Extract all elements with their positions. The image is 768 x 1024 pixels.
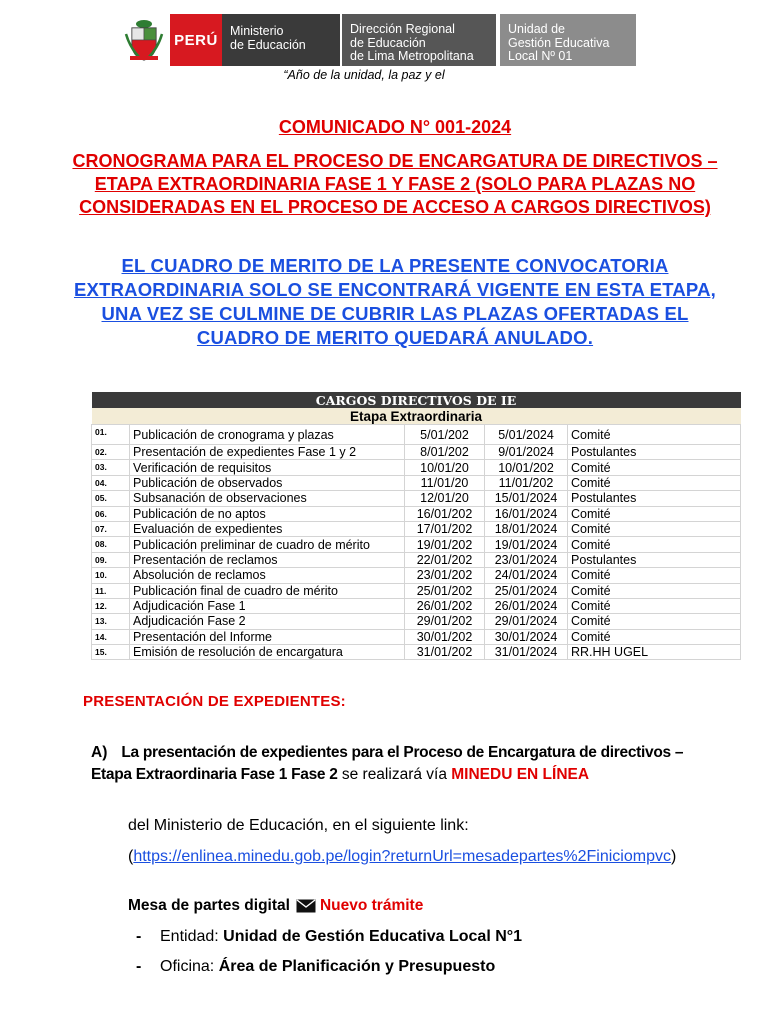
end-date: 19/01/2024: [485, 537, 568, 552]
row-number: 06.: [92, 506, 130, 521]
dre-label: Dirección Regional de Educación de Lima Metropolitana: [342, 14, 496, 66]
responsible: Postulantes: [568, 552, 741, 567]
start-date: 25/01/202: [405, 583, 485, 598]
row-number: 05.: [92, 491, 130, 506]
end-date: 16/01/2024: [485, 506, 568, 521]
end-date: 26/01/2024: [485, 598, 568, 613]
minedu-en-linea: MINEDU EN LÍNEA: [451, 766, 590, 783]
year-motto: “Año de la unidad, la paz y el: [283, 68, 445, 82]
ministerio-line: del Ministerio de Educación, en el siguiente link:: [128, 817, 469, 834]
start-date: 10/01/20: [405, 460, 485, 475]
activity: Adjudicación Fase 2: [130, 614, 405, 629]
end-date: 11/01/202: [485, 475, 568, 490]
paragraph-bold-text: La presentación de expedientes para el Proceso de Encargatura de directivos – Etapa Extraordinaria Fase 1 Fase 2: [91, 744, 684, 783]
activity: Presentación de reclamos: [130, 552, 405, 567]
responsible: Comité: [568, 506, 741, 521]
table-subtitle: Etapa Extraordinaria: [92, 408, 741, 425]
activity: Presentación de expedientes Fase 1 y 2: [130, 445, 405, 460]
table-row: [92, 583, 741, 598]
paragraph-text: se realizará vía: [337, 766, 452, 783]
start-date: 31/01/202: [405, 645, 485, 660]
paragraph-label: A): [91, 744, 108, 761]
row-number: 11.: [92, 583, 130, 598]
responsible: Comité: [568, 537, 741, 552]
responsible: RR.HH UGEL: [568, 645, 741, 660]
ugel-label: Unidad de Gestión Educativa Local Nº 01: [500, 14, 636, 66]
activity: Publicación final de cuadro de mérito: [130, 583, 405, 598]
end-date: 9/01/2024: [485, 445, 568, 460]
table-row: [92, 475, 741, 490]
row-number: 12.: [92, 598, 130, 613]
activity: Adjudicación Fase 1: [130, 598, 405, 613]
start-date: 11/01/20: [405, 475, 485, 490]
row-number: 08.: [92, 537, 130, 552]
activity: Publicación de no aptos: [130, 506, 405, 521]
bullet-oficina: - Oficina: Área de Planificación y Presupuesto: [136, 958, 496, 975]
row-number: 01.: [92, 425, 130, 445]
row-number: 02.: [92, 445, 130, 460]
nuevo-tramite: Nuevo trámite: [319, 897, 424, 914]
activity: Publicación preliminar de cuadro de mérito: [130, 537, 405, 552]
table-row: [92, 537, 741, 552]
activity: Absolución de reclamos: [130, 568, 405, 583]
merito-notice: EL CUADRO DE MERITO DE LA PRESENTE CONVOCATORIA EXTRAORDINARIA SOLO SE ENCONTRARÁ VIGENTE EN ESTA ETAPA, UNA VEZ SE CULMINE DE CUBRIR LAS PLAZAS OFERTADAS EL CUADRO DE MERITO QUEDARÁ ANULADO.: [74, 255, 716, 348]
row-number: 13.: [92, 614, 130, 629]
start-date: 19/01/202: [405, 537, 485, 552]
table-row: [92, 506, 741, 521]
link-paragraph: (https://enlinea.minedu.gob.pe/login?returnUrl=mesadepartes%2Finiciompvc): [128, 848, 677, 865]
table-row: [92, 425, 741, 445]
responsible: Comité: [568, 568, 741, 583]
start-date: 30/01/202: [405, 629, 485, 644]
start-date: 17/01/202: [405, 521, 485, 536]
schedule-table: [91, 392, 741, 660]
ministerio-label: Ministerio de Educación: [222, 14, 340, 66]
responsible: Comité: [568, 629, 741, 644]
activity: Publicación de cronograma y plazas: [130, 425, 405, 445]
end-date: 31/01/2024: [485, 645, 568, 660]
start-date: 23/01/202: [405, 568, 485, 583]
row-number: 14.: [92, 629, 130, 644]
bullet-entidad: - Entidad: Unidad de Gestión Educativa Local N°1: [136, 928, 523, 945]
row-number: 03.: [92, 460, 130, 475]
row-number: 09.: [92, 552, 130, 567]
end-date: 23/01/2024: [485, 552, 568, 567]
start-date: 5/01/202: [405, 425, 485, 445]
start-date: 8/01/202: [405, 445, 485, 460]
table-row: [92, 552, 741, 567]
activity: Publicación de observados: [130, 475, 405, 490]
responsible: Comité: [568, 425, 741, 445]
section-title: PRESENTACIÓN DE EXPEDIENTES:: [83, 693, 346, 710]
start-date: 29/01/202: [405, 614, 485, 629]
start-date: 16/01/202: [405, 506, 485, 521]
envelope-icon: [296, 899, 316, 913]
table-row: [92, 568, 741, 583]
end-date: 5/01/2024: [485, 425, 568, 445]
responsible: Comité: [568, 598, 741, 613]
responsible: Postulantes: [568, 445, 741, 460]
table-row: [92, 629, 741, 644]
responsible: Comité: [568, 583, 741, 598]
end-date: 15/01/2024: [485, 491, 568, 506]
responsible: Comité: [568, 460, 741, 475]
activity: Evaluación de expedientes: [130, 521, 405, 536]
minedu-link[interactable]: https://enlinea.minedu.gob.pe/login?returnUrl=mesadepartes%2Finiciompvc: [133, 848, 671, 865]
coat-of-arms-icon: [124, 14, 164, 62]
table-row: [92, 598, 741, 613]
responsible: Comité: [568, 614, 741, 629]
table-row: [92, 645, 741, 660]
table-title: CARGOS DIRECTIVOS DE IE: [92, 392, 741, 408]
row-number: 07.: [92, 521, 130, 536]
responsible: Comité: [568, 521, 741, 536]
table-row: [92, 445, 741, 460]
table-row: [92, 614, 741, 629]
end-date: 24/01/2024: [485, 568, 568, 583]
comunicado-title: COMUNICADO N° 001-2024: [278, 117, 512, 137]
row-number: 10.: [92, 568, 130, 583]
end-date: 29/01/2024: [485, 614, 568, 629]
end-date: 25/01/2024: [485, 583, 568, 598]
mesa-label: Mesa de partes digital: [128, 897, 290, 914]
end-date: 30/01/2024: [485, 629, 568, 644]
start-date: 26/01/202: [405, 598, 485, 613]
peru-brand: PERÚ: [170, 14, 222, 66]
cronograma-title: CRONOGRAMA PARA EL PROCESO DE ENCARGATURA DE DIRECTIVOS – ETAPA EXTRAORDINARIA FASE 1 Y FASE 2 (SOLO PARA PLAZAS NO CONSIDERADAS EN EL PROCESO DE ACCESO A CARGOS DIRECTIVOS): [72, 151, 718, 217]
paragraph-a: [91, 742, 711, 786]
end-date: 10/01/202: [485, 460, 568, 475]
table-row: [92, 460, 741, 475]
start-date: 22/01/202: [405, 552, 485, 567]
institutional-header: [124, 14, 636, 66]
table-row: [92, 521, 741, 536]
row-number: 04.: [92, 475, 130, 490]
table-row: [92, 491, 741, 506]
responsible: Postulantes: [568, 491, 741, 506]
activity: Presentación del Informe: [130, 629, 405, 644]
activity: Subsanación de observaciones: [130, 491, 405, 506]
responsible: Comité: [568, 475, 741, 490]
end-date: 18/01/2024: [485, 521, 568, 536]
activity: Verificación de requisitos: [130, 460, 405, 475]
activity: Emisión de resolución de encargatura: [130, 645, 405, 660]
start-date: 12/01/20: [405, 491, 485, 506]
row-number: 15.: [92, 645, 130, 660]
mesa-de-partes: [128, 897, 423, 915]
